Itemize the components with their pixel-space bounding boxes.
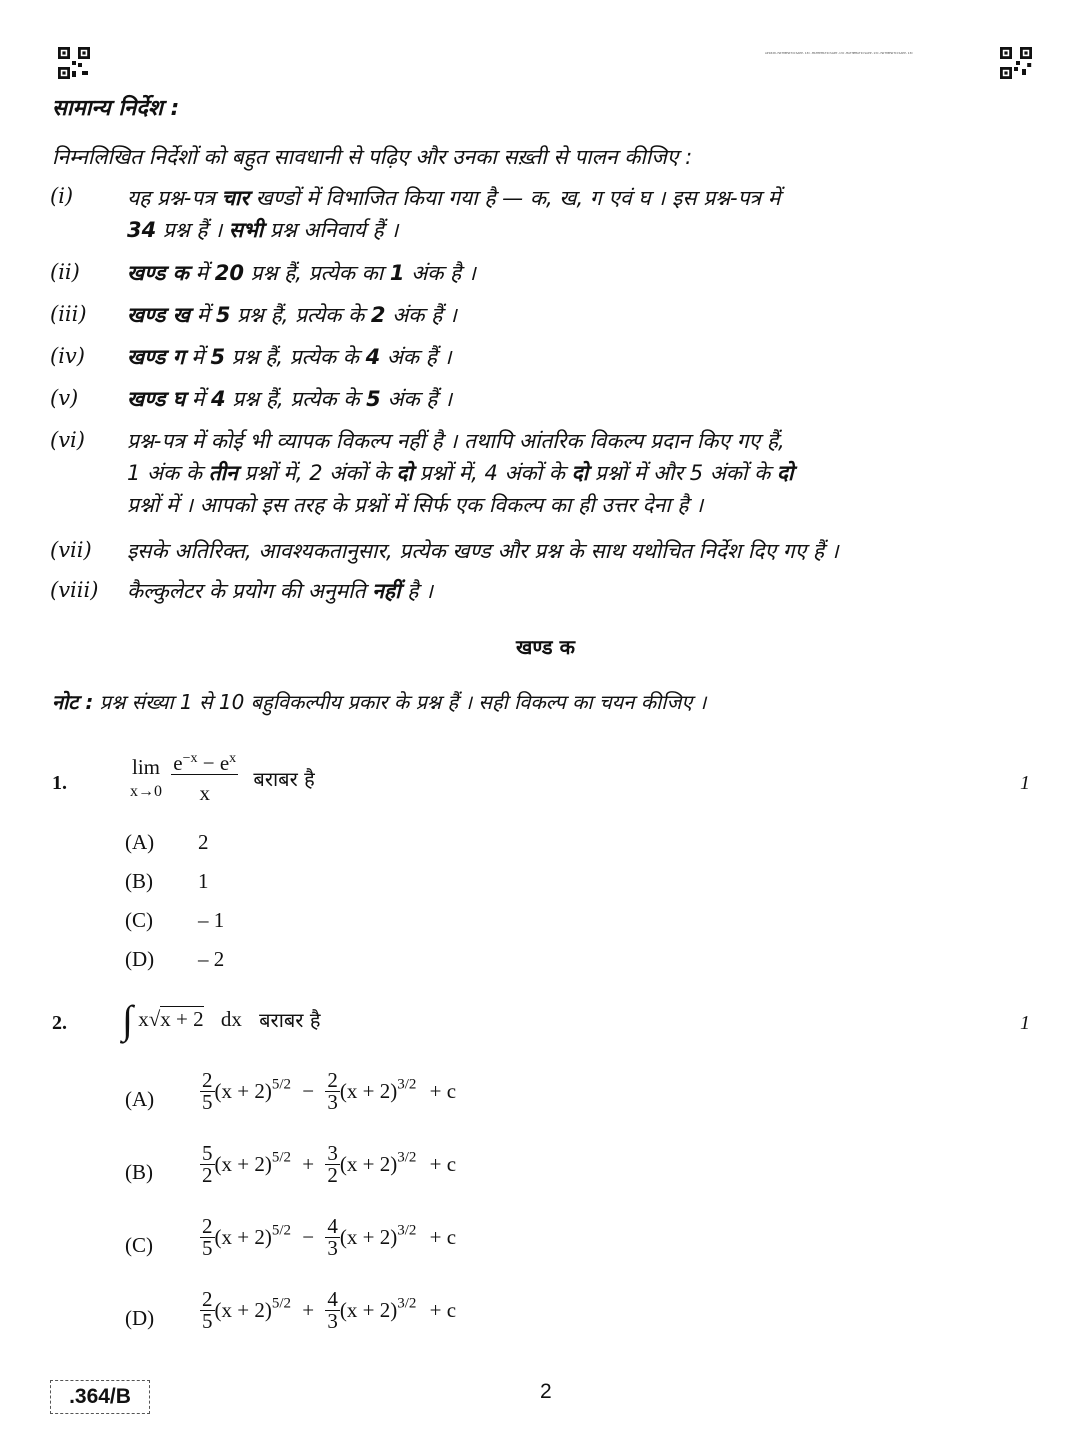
instruction-item: प्रश्न-पत्र में कोई भी व्यापक विकल्प नहीं है । तथापि आंतरिक विकल्प प्रदान किए गए हैं, 1 अंक के तीन प्रश्नों में, 2 अंकों के दो प्रश्नों में, 4 अंकों के दो प्रश्नों में और 5 अंकों के दो प्रश्नों में । आपको इस तरह के प्रश्नों में सिर्फ एक विकल्प का ही उत्तर देना है । [127, 429, 794, 517]
integral-sign: ∫ [122, 997, 133, 1042]
general-instructions-heading: सामान्य निर्देश : [52, 96, 180, 121]
instruction-number: (ii) [50, 260, 80, 284]
instruction-number: (i) [50, 184, 74, 208]
paper-code: .364/B [50, 1380, 150, 1414]
option-label: (C) [125, 908, 153, 932]
general-instructions-intro: निम्नलिखित निर्देशों को बहुत सावधानी से पढ़िए और उनका सख़्ती से पालन कीजिए : [52, 145, 693, 169]
qr-code-icon [1000, 47, 1032, 79]
page-number: 2 [540, 1380, 552, 1403]
option-label: (A) [125, 1087, 155, 1111]
qr-code-icon [58, 47, 90, 79]
instruction-item: इसके अतिरिक्त, आवश्यकतानुसार, प्रत्येक खण्ड और प्रश्न के साथ यथोचित निर्देश दिए गए हैं । [127, 539, 839, 563]
option-value: 2 [198, 830, 209, 854]
security-micro-text: AP1820·MATHEMATICSAPP·13C·MATHEMATICSAPP·13C·MATHEMATICSAPP·13C·MATHEMATICSAPP·13C [765, 51, 914, 55]
option-value: 1 [198, 869, 209, 893]
instruction-item: खण्ड ग में 5 प्रश्न हैं, प्रत्येक के 4 अंक हैं । [127, 345, 452, 369]
option-label: (D) [125, 1306, 155, 1330]
option-expression: $\frac{2}{5}$ $(x + 2)^{5/2}$ − $\frac{4}{3}$ $(x + 2)^{3/2} + c$ [202, 1214, 457, 1260]
section-note: नोट : प्रश्न संख्या 1 से 10 बहुविकल्पीय प्रकार के प्रश्न हैं । सही विकल्प का चयन कीजिए । [52, 690, 707, 714]
option-expression: $\frac{2}{5}$ $(x + 2)^{5/2}$ − $\frac{2}{3}$ $(x + 2)^{3/2} + c$ [202, 1068, 457, 1114]
option-expression: $\frac{5}{2}$ $(x + 2)^{5/2}$ + $\frac{3}{2}$ $(x + 2)^{3/2} + c$ [202, 1141, 457, 1187]
option-expression: $\frac{2}{5}$ $(x + 2)^{5/2}$ + $\frac{4}{3}$ $(x + 2)^{3/2} + c$ [202, 1287, 457, 1333]
question-number: 2. [52, 1012, 67, 1034]
instruction-number: (vii) [50, 538, 92, 562]
question-marks: 1 [1020, 1012, 1030, 1034]
instruction-number: (iv) [50, 344, 85, 368]
option-label: (A) [125, 830, 155, 854]
option-value: – 2 [198, 947, 225, 971]
question-marks: 1 [1020, 772, 1030, 794]
instruction-item: कैल्कुलेटर के प्रयोग की अनुमति नहीं है । [127, 579, 433, 603]
instruction-number: (vi) [50, 428, 85, 452]
instruction-item: खण्ड घ में 4 प्रश्न हैं, प्रत्येक के 5 अंक हैं । [127, 387, 453, 411]
question-2-expression: ∫ x√x + 2 dx बराबर है [122, 997, 321, 1042]
section-title: खण्ड क [516, 635, 575, 659]
instruction-item: खण्ड क में 20 प्रश्न हैं, प्रत्येक का 1 अंक है । [127, 261, 476, 285]
instruction-item: खण्ड ख में 5 प्रश्न हैं, प्रत्येक के 2 अंक हैं । [127, 303, 457, 327]
instruction-number: (viii) [50, 578, 99, 602]
option-label: (B) [125, 1160, 153, 1184]
option-label: (D) [125, 947, 155, 971]
question-number: 1. [52, 772, 67, 794]
instruction-number: (v) [50, 386, 79, 410]
question-1-expression: lim x→0 $\frac{e^{-x} - e^x}{x}$ बराबर है [130, 751, 315, 805]
option-label: (B) [125, 869, 153, 893]
option-label: (C) [125, 1233, 153, 1257]
option-value: – 1 [198, 908, 225, 932]
instruction-item: यह प्रश्न-पत्र चार खण्डों में विभाजित किया गया है — क, ख, ग एवं घ । इस प्रश्न-पत्र में 34 प्रश्न हैं । सभी प्रश्न अनिवार्य हैं । [127, 186, 781, 242]
instruction-number: (iii) [50, 302, 87, 326]
